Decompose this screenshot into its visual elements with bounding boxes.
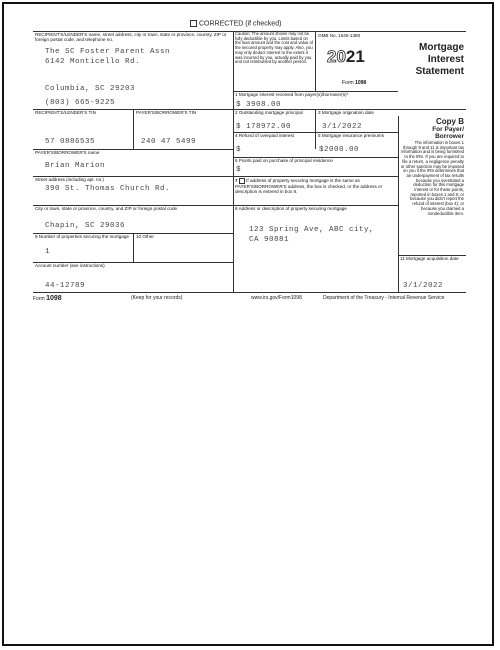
recipient-street: 6142 Monticello Rd. [45, 58, 141, 66]
form-footer [33, 295, 466, 302]
box5-value [319, 146, 359, 154]
copy-b-title: Copy B [436, 117, 464, 126]
payer-name-label: PAYER'S/BORROWER'S name [35, 150, 100, 155]
box5-label: 5 Mortgage insurance premiums [318, 133, 384, 138]
copy-b-sub1: For Payer/ [432, 126, 464, 133]
account-label: Account number (see instructions) [35, 263, 105, 268]
account-value: 44-12789 [45, 282, 86, 290]
title-line-1: Mortgage [419, 42, 464, 53]
box10-label: 10 Other [136, 234, 154, 239]
box9-label: 9 Number of properties securing the mortgage [35, 234, 129, 239]
corrected-header [190, 20, 320, 30]
box8-line2: CA 90881 [249, 236, 290, 244]
payer-tin-label: PAYER'S/BORROWER'S TIN [136, 110, 197, 115]
copy-b-sub2: Borrower [435, 133, 464, 140]
box4-value [236, 146, 241, 154]
recipient-label: RECIPIENT'S/LENDER'S name, street address, city or town, state or province, country, ZIP or foreign postal code, and telephone no. [35, 32, 227, 43]
form-number: 1098 [355, 80, 367, 86]
box3-label: 3 Mortgage origination date [318, 110, 374, 115]
omb-number: OMB No. 1545-1380 [318, 33, 361, 38]
box2-amount: 178972.00 [246, 123, 292, 131]
recipient-name: The SC Foster Parent Assn [45, 48, 171, 56]
payer-name-value: Brian Marion [45, 162, 106, 170]
box11-label: 11 Mortgage acquisition date [400, 256, 459, 261]
footer-keep: (Keep for your records) [131, 295, 183, 301]
box3-value: 3/1/2022 [322, 123, 363, 131]
form-word: Form [342, 80, 354, 86]
recipient-tin-label: RECIPIENT'S/LENDER'S TIN [35, 110, 96, 115]
corrected-label: CORRECTED (if checked) [198, 20, 282, 28]
title-line-2: Interest [427, 54, 464, 65]
street-label: Street address (including apt. no.) [35, 177, 104, 182]
form-title [398, 42, 464, 78]
divider [233, 176, 398, 177]
recipient-city: Columbia, SC 29203 [45, 85, 136, 93]
box8-line1: 123 Spring Ave, ABC city, [249, 226, 375, 234]
title-line-3: Statement [415, 66, 464, 77]
tax-year [327, 47, 365, 67]
street-value: 390 St. Thomas Church Rd. [45, 185, 171, 193]
dollar-sign: $ [236, 166, 242, 174]
divider [315, 109, 316, 149]
city-value: Chapin, SC 29036 [45, 222, 126, 230]
corrected-checkbox[interactable] [190, 20, 197, 27]
year-suffix: 21 [345, 47, 365, 66]
box7-number: 7 [235, 178, 238, 184]
footer-dept: Department of the Treasury - Internal Revenue Service [323, 295, 445, 301]
box2-label: 2 Outstanding mortgage principal [235, 110, 303, 115]
box1-value [236, 101, 281, 109]
year-prefix: 20 [327, 47, 346, 66]
divider [315, 31, 316, 91]
city-label: City or town, state or province, country, and ZIP or foreign postal code [35, 206, 178, 211]
box9-value: 1 [45, 248, 51, 256]
box2-value [236, 123, 291, 131]
divider [133, 233, 134, 262]
recipient-tin-value: 57 0886535 [45, 138, 96, 146]
box1-amount: 3908.00 [246, 101, 282, 109]
dollar-sign: $ [236, 101, 242, 109]
dollar-sign: $ [236, 146, 242, 154]
box7-text: If address of property securing mortgage is the same as PAYER'S/BORROWER'S address, the box is checked, or the address or description is entered in box 8. [235, 178, 383, 195]
box6-label: 6 Points paid on purchase of principal residence [235, 158, 333, 163]
box11-value: 3/1/2022 [403, 282, 444, 290]
form-id [342, 81, 366, 86]
caution-text: Caution: The amount shown may not be fully deductible by you. Limits based on the loan amount and the cost and value of the secured property may apply. Also, you may only deduct interest to the extent it was incurred by you, actually paid by you, and not reimbursed by another person. [235, 32, 313, 65]
footer-url: www.irs.gov/Form1098 [251, 295, 302, 301]
footer-form-number: 1098 [46, 295, 62, 302]
divider [398, 116, 399, 293]
dollar-sign: $ [319, 146, 325, 154]
box7 [235, 178, 395, 194]
payer-tin-value: 240 47 5499 [141, 138, 197, 146]
box4-label: 4 Refund of overpaid interest [235, 133, 294, 138]
divider [233, 31, 234, 293]
box5-amount: 2000.00 [324, 146, 360, 154]
box6-value [236, 166, 241, 174]
footer-form-word: Form [33, 296, 45, 302]
copy-b-block [400, 117, 464, 216]
box8-label: 8 Address or description of property securing mortgage [235, 206, 347, 211]
box1-label: 1 Mortgage interest received from payer(s)/borrower(s)* [235, 92, 349, 97]
dollar-sign: $ [236, 123, 242, 131]
copy-b-text: The information in boxes 1 through 9 and 11 is important tax information and is being furnished to the IRS. If you are required to file a return, a negligence penalty or other sanction may be imposed on you if the IRS determines that an underpayment of tax results because you overstated a deduction for this mortgage interest or for these points, reported in boxes 1 and 6; or because you didn't report the refund of interest (box 4); or because you claimed a nondeductible item. [400, 140, 464, 216]
recipient-phone: (803) 665-9225 [45, 99, 116, 107]
divider [133, 109, 134, 149]
